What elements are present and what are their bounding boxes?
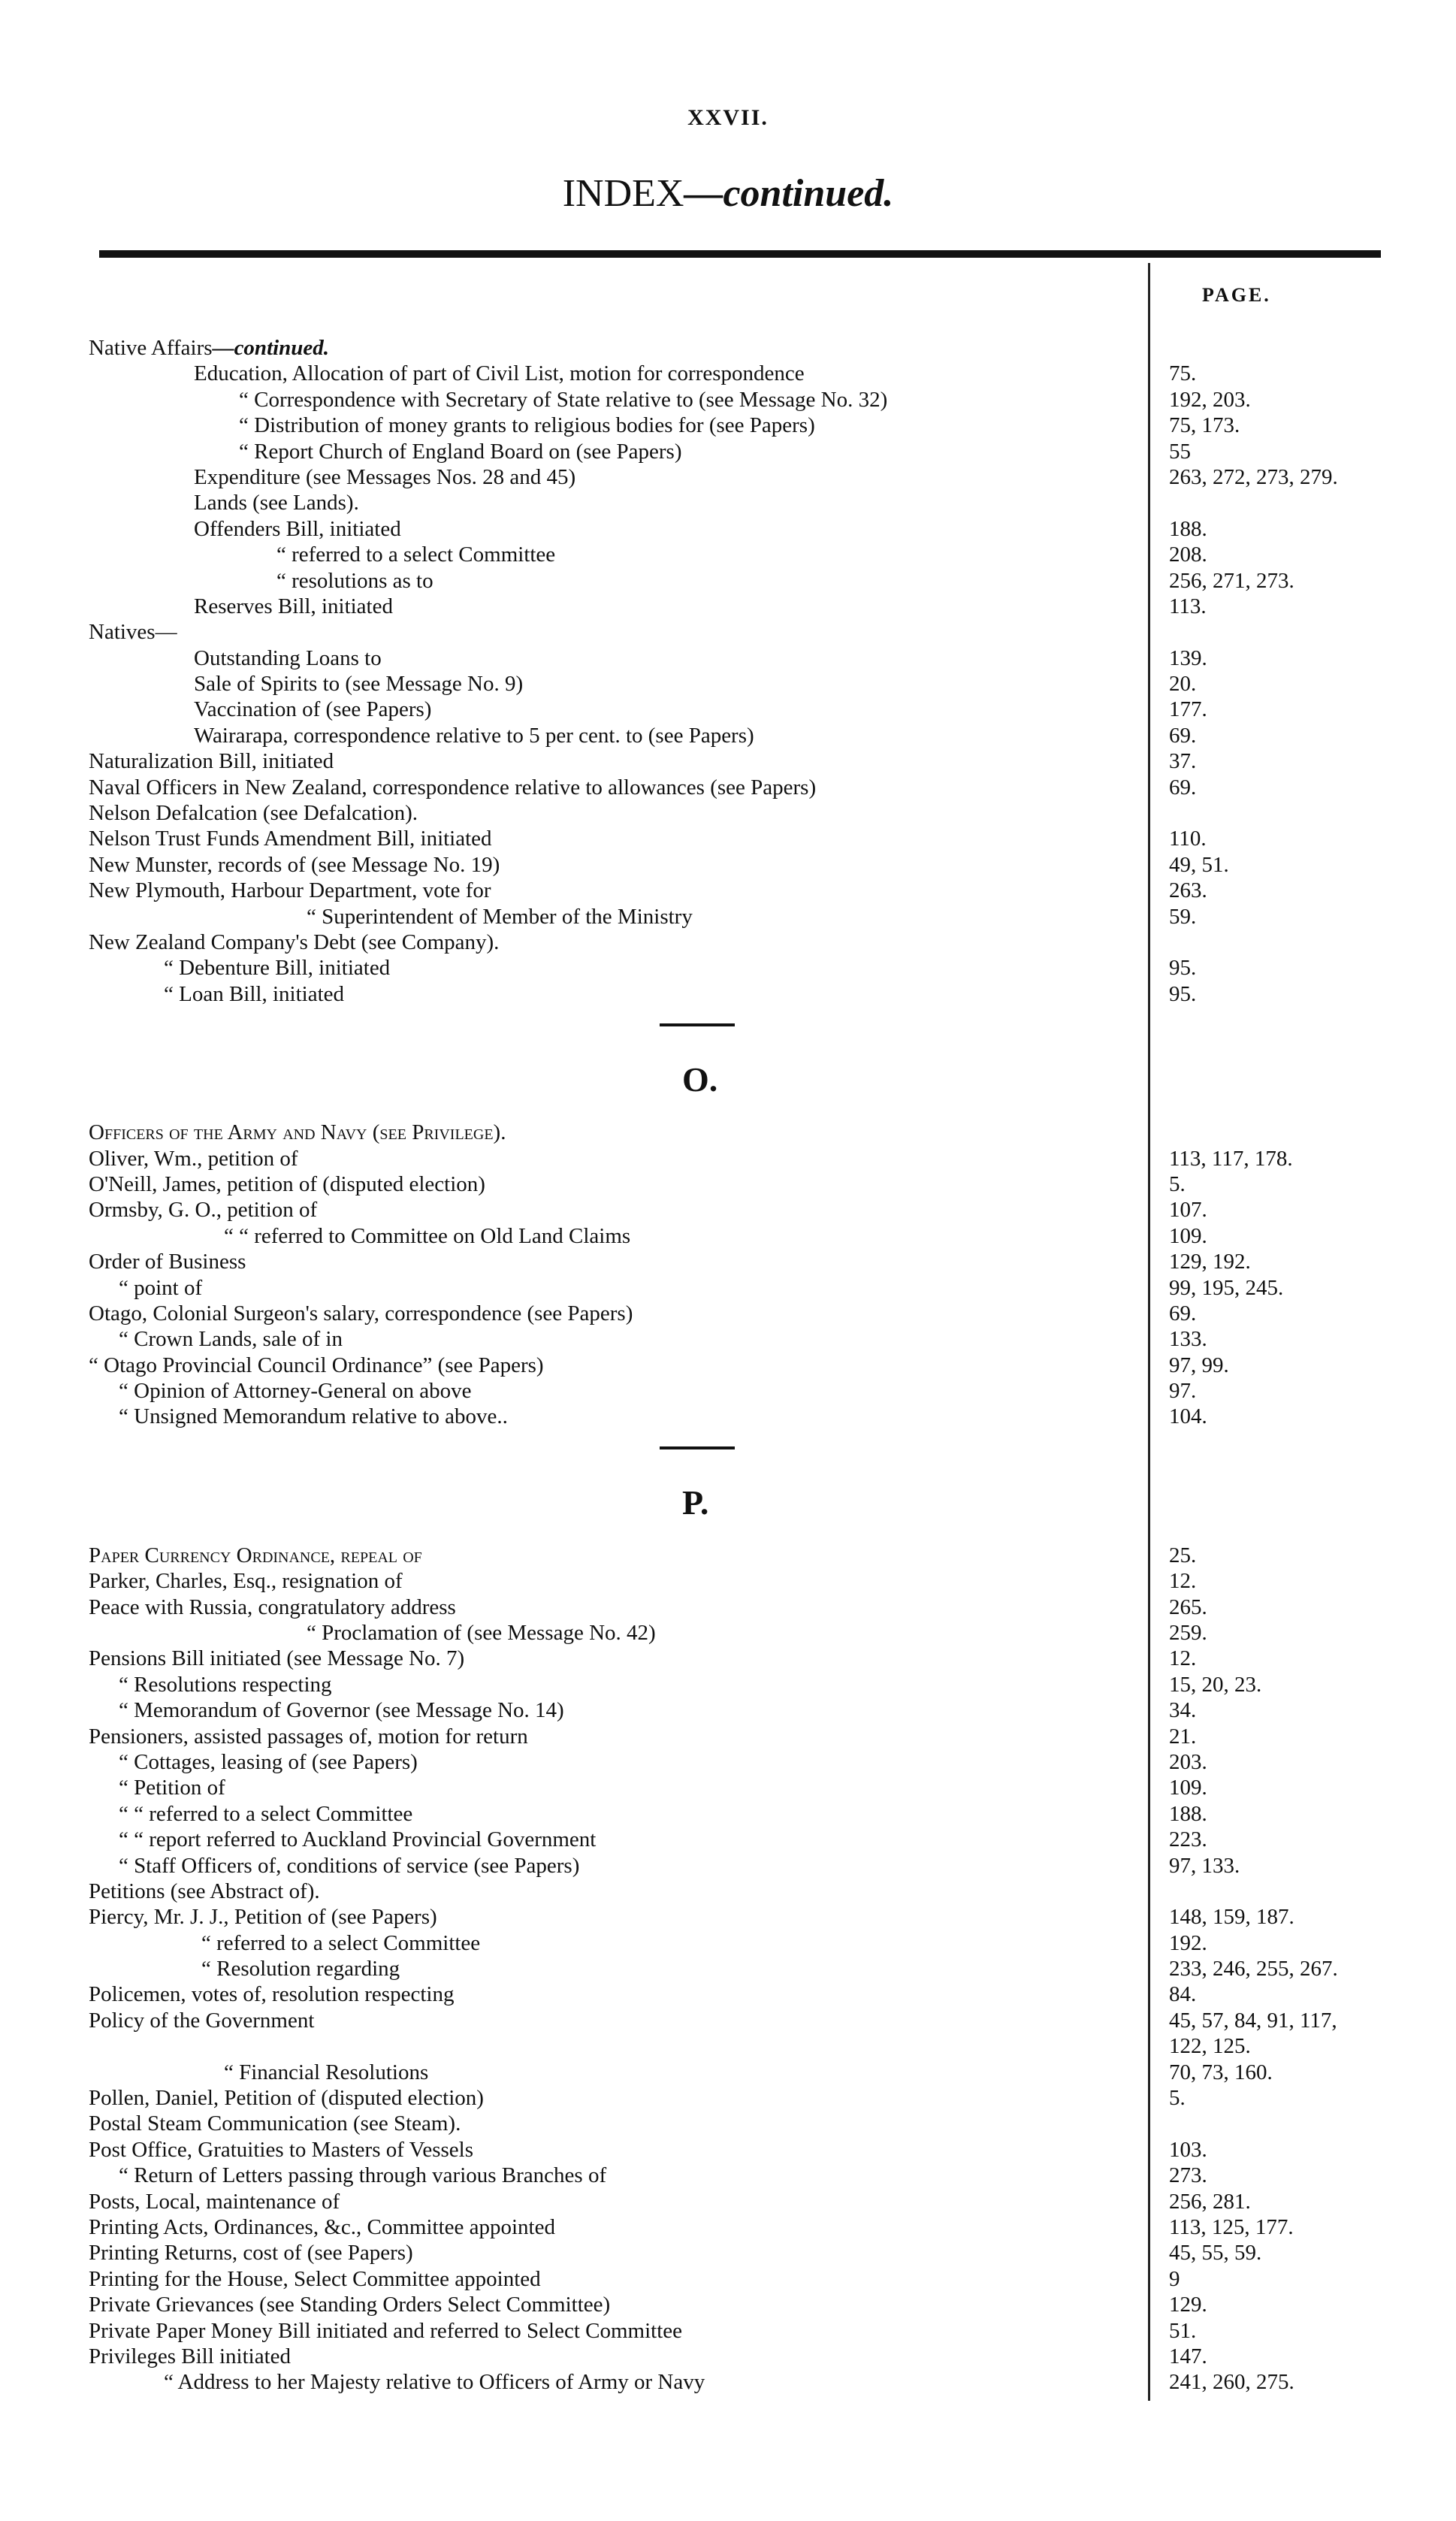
entry-page: 84. — [1169, 1982, 1197, 2007]
entry-page: 21. — [1169, 1724, 1197, 1749]
index-entry — [89, 1275, 1381, 1301]
page-column-heading: PAGE. — [1202, 284, 1271, 306]
entry-text: Wairarapa, correspondence relative to 5 per cent. to (see Papers) — [194, 723, 754, 748]
entry-page: 97, 133. — [1169, 1853, 1240, 1878]
entry-page: 256, 281. — [1169, 2189, 1251, 2214]
index-entry — [89, 723, 1381, 748]
index-entry — [89, 2240, 1381, 2266]
index-entry — [89, 413, 1381, 438]
index-entry — [89, 671, 1381, 697]
index-entries — [89, 335, 1381, 2396]
index-entry — [89, 1904, 1381, 1930]
entry-text: Peace with Russia, congratulatory address — [89, 1595, 456, 1619]
entry-page: 113, 117, 178. — [1169, 1146, 1293, 1171]
entry-page: 188. — [1169, 516, 1207, 541]
entry-text: Naval Officers in New Zealand, correspondence relative to allowances (see Papers) — [89, 775, 817, 800]
index-entry — [89, 2318, 1381, 2344]
index-entry — [89, 594, 1381, 619]
entry-page: 45, 55, 59. — [1169, 2241, 1262, 2266]
index-entry — [89, 2111, 1381, 2136]
entry-text: Education, Allocation of part of Civil List, motion for correspondence — [194, 361, 805, 386]
index-entry — [89, 2060, 1381, 2085]
page-number: XXVII. — [687, 105, 769, 130]
index-entry — [89, 1697, 1381, 1723]
entry-text: Printing for the House, Select Committee appointed — [89, 2266, 541, 2291]
index-entry — [89, 361, 1381, 386]
entry-page: 203. — [1169, 1749, 1207, 1774]
entry-page: 133. — [1169, 1327, 1207, 1352]
index-entry — [89, 464, 1381, 490]
entry-page: 69. — [1169, 1301, 1197, 1325]
entry-page: 12. — [1169, 1569, 1197, 1594]
entry-page: 129, 192. — [1169, 1250, 1251, 1274]
entry-text: Post Office, Gratuities to Masters of Vessels — [89, 2137, 474, 2162]
entry-text: Printing Acts, Ordinances, &c., Committee appointed — [89, 2215, 555, 2239]
entry-text: “ Cottages, leasing of (see Papers) — [119, 1749, 418, 1774]
entry-text: “ Staff Officers of, conditions of service (see Papers) — [119, 1853, 580, 1878]
entry-page: 263. — [1169, 878, 1207, 903]
entry-page: 69. — [1169, 723, 1197, 748]
entry-page: 122, 125. — [1169, 2034, 1251, 2059]
entry-page: 55 — [1169, 439, 1191, 464]
index-entry — [89, 335, 1381, 361]
entry-page: 75. — [1169, 361, 1197, 386]
entry-page: 34. — [1169, 1698, 1197, 1723]
index-entry — [89, 490, 1381, 515]
entry-page: 139. — [1169, 645, 1207, 670]
index-entry — [89, 387, 1381, 413]
entry-text: Pensioners, assisted passages of, motion for return — [89, 1724, 528, 1749]
entry-page: 104. — [1169, 1404, 1207, 1429]
entry-text: “ Resolutions respecting — [119, 1672, 332, 1697]
entry-text: “ Return of Letters passing through various Branches of — [119, 2163, 607, 2188]
index-entry — [89, 1956, 1381, 1981]
entry-page: 99, 195, 245. — [1169, 1275, 1284, 1300]
entry-page: 109. — [1169, 1776, 1207, 1800]
entry-text: “ Distribution of money grants to religious bodies for (see Papers) — [239, 413, 815, 438]
entry-text: O'Neill, James, petition of (disputed election) — [89, 1171, 485, 1196]
entry-page: 192, 203. — [1169, 387, 1251, 412]
entry-page: 5. — [1169, 2086, 1186, 2111]
entry-page: 110. — [1169, 827, 1207, 851]
entry-text: Otago, Colonial Surgeon's salary, correspondence (see Papers) — [89, 1301, 633, 1325]
entry-page: 95. — [1169, 981, 1197, 1006]
entry-page: 129. — [1169, 2293, 1207, 2317]
entry-text: Postal Steam Communication (see Steam). — [89, 2111, 461, 2136]
entry-text: New Munster, records of (see Message No. 19) — [89, 852, 500, 877]
index-entry — [89, 1646, 1381, 1671]
index-entry — [89, 981, 1381, 1007]
entry-text: “ Debenture Bill, initiated — [164, 956, 391, 981]
entry-text: Oliver, Wm., petition of — [89, 1146, 298, 1171]
entry-text: “ Otago Provincial Council Ordinance” (see Papers) — [89, 1353, 544, 1377]
entry-text: Private Paper Money Bill initiated and referred to Select Committee — [89, 2318, 683, 2343]
entry-text: Ormsby, G. O., petition of — [89, 1198, 318, 1223]
entry-text: New Plymouth, Harbour Department, vote for — [89, 878, 491, 903]
index-entry — [89, 1171, 1381, 1197]
index-entry — [89, 1568, 1381, 1594]
index-entry — [89, 852, 1381, 878]
index-entry — [89, 1724, 1381, 1749]
entry-page: 69. — [1169, 775, 1197, 800]
index-entry — [89, 1249, 1381, 1274]
index-entry — [89, 2085, 1381, 2111]
entry-text: “ Memorandum of Governor (see Message No. 14) — [119, 1698, 564, 1723]
entry-page: 259. — [1169, 1621, 1207, 1646]
index-entry — [89, 2163, 1381, 2188]
index-entry — [89, 1775, 1381, 1800]
entry-text: Petitions (see Abstract of). — [89, 1879, 320, 1903]
section-letter: O. — [682, 1060, 718, 1099]
index-entry — [89, 697, 1381, 722]
entry-text: Printing Returns, cost of (see Papers) — [89, 2241, 413, 2266]
index-entry — [89, 878, 1381, 903]
entry-text: “ point of — [119, 1275, 203, 1300]
header-rule — [99, 250, 1381, 258]
entry-text: Policy of the Government — [89, 2008, 315, 2033]
entry-page: 107. — [1169, 1198, 1207, 1223]
entry-text: “ Financial Resolutions — [224, 2060, 429, 2084]
entry-text: Natives— — [89, 620, 177, 645]
entry-page: 103. — [1169, 2137, 1207, 2162]
entry-text: “ Proclamation of (see Message No. 42) — [307, 1621, 656, 1646]
entry-text: Policemen, votes of, resolution respecting — [89, 1982, 455, 2007]
index-entry — [89, 645, 1381, 671]
entry-text: Parker, Charles, Esq., resignation of — [89, 1569, 403, 1594]
index-entry — [89, 1981, 1381, 2007]
index-entry — [89, 542, 1381, 567]
index-entry — [89, 1353, 1381, 1378]
entry-page: 45, 57, 84, 91, 117, — [1169, 2008, 1337, 2033]
entry-page: 208. — [1169, 543, 1207, 567]
entry-page: 97. — [1169, 1379, 1197, 1404]
index-entry — [89, 2214, 1381, 2240]
entry-text: Pensions Bill initiated (see Message No. 7) — [89, 1646, 465, 1671]
index-entry — [89, 2137, 1381, 2163]
index-entry — [89, 1749, 1381, 1775]
index-entry — [89, 1197, 1381, 1223]
entry-text: “ “ report referred to Auckland Provincial Government — [119, 1827, 597, 1852]
entry-text: Vaccination of (see Papers) — [194, 697, 432, 722]
entry-page: 49, 51. — [1169, 852, 1229, 877]
index-entry — [89, 2344, 1381, 2369]
entry-text: “ Opinion of Attorney-General on above — [119, 1379, 472, 1404]
index-entry — [89, 2008, 1381, 2033]
entry-page: 95. — [1169, 956, 1197, 981]
entry-page: 256, 271, 273. — [1169, 568, 1294, 593]
section-o — [89, 1007, 1381, 1120]
index-entry — [89, 2292, 1381, 2317]
entry-text: Nelson Defalcation (see Defalcation). — [89, 801, 418, 826]
index-entry — [89, 619, 1381, 645]
entry-page: 233, 246, 255, 267. — [1169, 1957, 1338, 1981]
index-entry — [89, 826, 1381, 851]
entry-text: Naturalization Bill, initiated — [89, 749, 334, 774]
entry-page: 113, 125, 177. — [1169, 2215, 1294, 2239]
entry-text: “ Superintendent of Member of the Ministry — [307, 904, 693, 929]
entry-text: Outstanding Loans to — [194, 645, 382, 670]
entry-text: “ Loan Bill, initiated — [164, 981, 345, 1006]
entry-page: 97, 99. — [1169, 1353, 1229, 1377]
entry-page: 15, 20, 23. — [1169, 1672, 1262, 1697]
entry-text: “ “ referred to a select Committee — [119, 1801, 413, 1826]
entry-page: 148, 159, 187. — [1169, 1905, 1294, 1930]
index-entry — [89, 1595, 1381, 1620]
entry-page: 5. — [1169, 1171, 1186, 1196]
index-entry — [89, 1326, 1381, 1352]
page-title: INDEX—continued. — [562, 172, 894, 215]
entry-text: Posts, Local, maintenance of — [89, 2189, 340, 2214]
entry-text: “ “ referred to Committee on Old Land Claims — [224, 1223, 631, 1248]
index-entry — [89, 800, 1381, 826]
section-rule — [660, 1023, 735, 1026]
index-entry — [89, 1801, 1381, 1827]
entry-text: “ Report Church of England Board on (see Papers) — [239, 439, 682, 464]
entry-text: Officers of the Army and Navy (see Privilege). — [89, 1120, 506, 1145]
entry-page: 147. — [1169, 2344, 1207, 2368]
entry-page: 25. — [1169, 1543, 1197, 1567]
index-entry — [89, 2369, 1381, 2395]
index-entry — [89, 1930, 1381, 1956]
entry-page: 12. — [1169, 1646, 1197, 1671]
index-entry — [89, 904, 1381, 930]
index-entry — [89, 1827, 1381, 1852]
index-entry — [89, 1301, 1381, 1326]
index-entry — [89, 1853, 1381, 1879]
entry-text: “ referred to a select Committee — [201, 1930, 481, 1955]
index-entry — [89, 1543, 1381, 1568]
entry-page: 273. — [1169, 2163, 1207, 2188]
index-entry — [89, 775, 1381, 800]
entry-page: 75, 173. — [1169, 413, 1240, 438]
entry-page: 20. — [1169, 672, 1197, 697]
index-entry — [89, 2266, 1381, 2292]
entry-page: 223. — [1169, 1827, 1207, 1852]
index-entry — [89, 955, 1381, 981]
entry-text: Order of Business — [89, 1250, 246, 1274]
entry-text: Offenders Bill, initiated — [194, 516, 401, 541]
index-entry — [89, 1378, 1381, 1404]
entry-page: 241, 260, 275. — [1169, 2370, 1294, 2395]
entry-page: 263, 272, 273, 279. — [1169, 464, 1338, 489]
index-entry — [89, 1223, 1381, 1249]
entry-text: Expenditure (see Messages Nos. 28 and 45) — [194, 464, 576, 489]
entry-page: 70, 73, 160. — [1169, 2060, 1273, 2084]
index-entry — [89, 748, 1381, 774]
entry-text: “ Correspondence with Secretary of State relative to (see Message No. 32) — [239, 387, 888, 412]
index-entry — [89, 516, 1381, 542]
entry-text: Piercy, Mr. J. J., Petition of (see Papers) — [89, 1905, 437, 1930]
index-entry — [89, 1620, 1381, 1646]
entry-text: “ Crown Lands, sale of in — [119, 1327, 343, 1352]
entry-page: 177. — [1169, 697, 1207, 722]
entry-text: Paper Currency Ordinance, repeal of — [89, 1543, 422, 1567]
index-entry — [89, 2033, 1381, 2059]
entry-text: “ Address to her Majesty relative to Officers of Army or Navy — [164, 2370, 705, 2395]
entry-page: 37. — [1169, 749, 1197, 774]
entry-text: Privileges Bill initiated — [89, 2344, 292, 2368]
index-entry — [89, 1146, 1381, 1171]
entry-page: 192. — [1169, 1930, 1207, 1955]
entry-page: 9 — [1169, 2266, 1180, 2291]
entry-text: “ resolutions as to — [276, 568, 433, 593]
index-entry — [89, 1879, 1381, 1904]
index-entry — [89, 568, 1381, 594]
entry-text: “ Petition of — [119, 1776, 225, 1800]
entry-text: Sale of Spirits to (see Message No. 9) — [194, 672, 524, 697]
entry-text: Nelson Trust Funds Amendment Bill, initiated — [89, 827, 492, 851]
entry-text: Private Grievances (see Standing Orders Select Committee) — [89, 2293, 611, 2317]
entry-text: Lands (see Lands). — [194, 491, 359, 515]
section-p — [89, 1430, 1381, 1543]
index-entry — [89, 1404, 1381, 1429]
section-letter: P. — [682, 1483, 709, 1522]
entry-page: 188. — [1169, 1801, 1207, 1826]
entry-text: Pollen, Daniel, Petition of (disputed election) — [89, 2086, 484, 2111]
entry-text: “ referred to a select Committee — [276, 543, 556, 567]
index-entry — [89, 439, 1381, 464]
entry-text: “ Unsigned Memorandum relative to above.. — [119, 1404, 508, 1429]
entry-page: 59. — [1169, 904, 1197, 929]
entry-text: Native Affairs—continued. — [89, 336, 330, 360]
entry-text: “ Resolution regarding — [201, 1957, 400, 1981]
index-entry — [89, 930, 1381, 955]
section-rule — [660, 1446, 735, 1449]
entry-page: 265. — [1169, 1595, 1207, 1619]
index-entry — [89, 1672, 1381, 1697]
entry-page: 51. — [1169, 2318, 1197, 2343]
entry-page: 113. — [1169, 594, 1207, 618]
index-entry — [89, 1120, 1381, 1145]
entry-page: 109. — [1169, 1223, 1207, 1248]
index-entry — [89, 2189, 1381, 2214]
entry-text: Reserves Bill, initiated — [194, 594, 393, 618]
entry-text: New Zealand Company's Debt (see Company). — [89, 930, 500, 954]
